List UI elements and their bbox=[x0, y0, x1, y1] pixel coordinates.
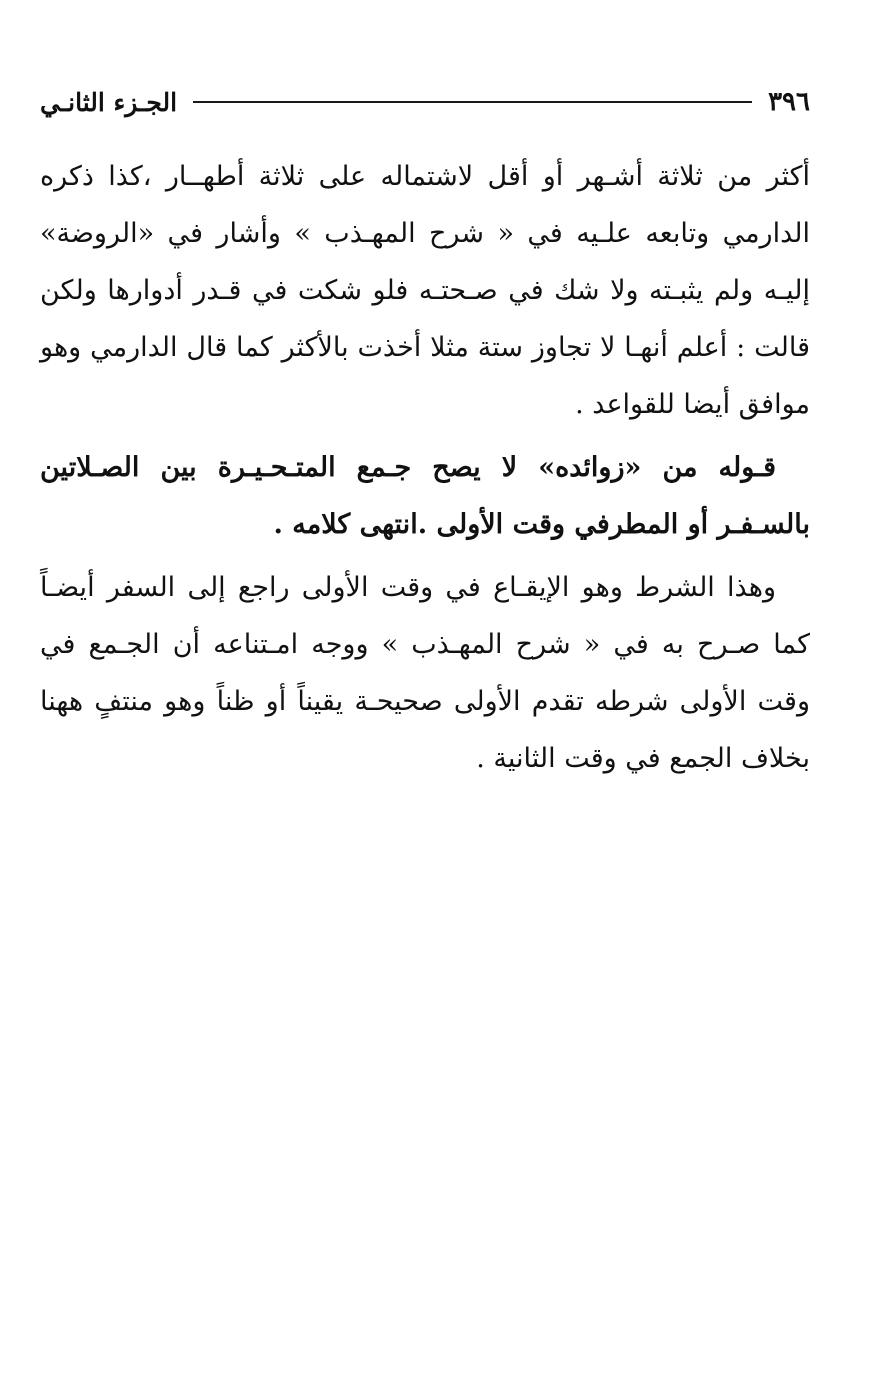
book-page bbox=[40, 0, 810, 1389]
header-rule bbox=[193, 101, 752, 103]
paragraph-quoted-statement: قـوله من «زوائده» لا يصح جـمع المتـحـيـرة بين الصـلاتين بالسـفـر أو المطرفي وقت الأولى .انتهى كلامه . bbox=[40, 452, 810, 540]
volume-title: الجـزء الثانـي bbox=[40, 87, 178, 117]
running-header bbox=[40, 84, 810, 120]
page-number: ٣٩٦ bbox=[768, 87, 810, 117]
paragraph-continuation: أكثر من ثلاثة أشـهر أو أقل لاشتماله على ثلاثة أطهــار ،كذا ذكره الدارمي وتابعه علـيه في « شرح المهـذب » وأشار في «الروضة» إليـه ولم يثبـته ولا شك في صـحتـه فلو شكت في قـدر أدوارها ولكن قالت : أعلم أنهـا لا تجاوز ستة مثلا أخذت بالأكثر كما قال الدارمي وهو موافق أيضا للقواعد . bbox=[40, 161, 810, 420]
page-body bbox=[40, 148, 810, 787]
paragraph-commentary: وهذا الشرط وهو الإيقـاع في وقت الأولى راجع إلى السفر أيضـاً كما صـرح به في « شرح المهـذب » ووجه امـتناعه أن الجـمع في وقت الأولى شرطه تقدم الأولى صحيحـة يقيناً أو ظناً وهو منتفٍ ههنا بخلاف الجمع في وقت الثانية . bbox=[40, 572, 810, 774]
